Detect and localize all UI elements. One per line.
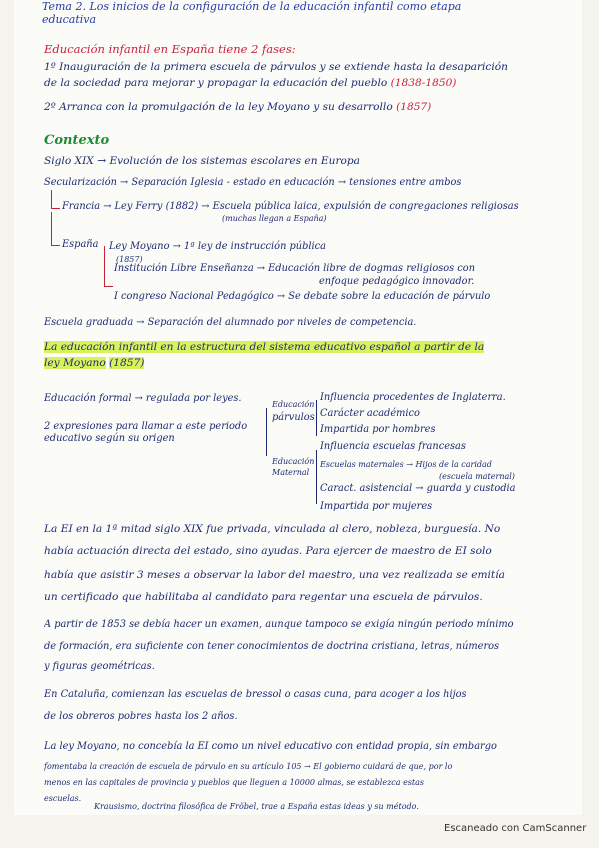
paragraph-4-line-3: menos en las capitales de provincia y pueblos que lleguen a 10000 almas, se establezca estas [44, 778, 424, 787]
contexto-heading: Contexto [44, 134, 110, 148]
phase-2-line [44, 100, 431, 114]
maternal-label-2: Maternal [272, 468, 310, 477]
estructura-heading-text: La educación infantil en la estructura del sistema educativo español a partir de la [44, 341, 485, 353]
maternal-item-4: Impartida por mujeres [320, 501, 433, 512]
congreso-line: I congreso Nacional Pedagógico → Se debate sobre la educación de párvulo [114, 291, 491, 302]
parvulos-label-1: Educación [272, 400, 315, 409]
page-title-continued: educativa [42, 13, 97, 26]
francia-year: (1882) [165, 201, 199, 212]
parvulos-label-2: párvulos [272, 412, 315, 423]
phase-1-years: (1838-1850) [390, 77, 457, 89]
intro-heading: Educación infantil en España tiene 2 fases: [44, 42, 296, 56]
estructura-heading-year: (1857) [109, 357, 145, 369]
expresiones-bracket [266, 408, 267, 456]
escuela-graduada-line: Escuela graduada → Separación del alumnado por niveles de competencia. [44, 317, 417, 328]
paragraph-4-line-5: Krausismo, doctrina filosófica de Fröbel, trae a España estas ideas y su método. [94, 802, 419, 811]
parvulos-item-3: Impartida por hombres [320, 424, 436, 435]
paragraph-4-line-4: escuelas. [44, 794, 82, 803]
francia-rest: → Escuela pública laica, expulsión de congregaciones religiosas [201, 201, 519, 212]
siglo-line: Siglo XIX → Evolución de los sistemas escolares en Europa [44, 155, 360, 167]
estructura-heading [44, 340, 484, 354]
ley-moyano-line: Ley Moyano → 1ª ley de instrucción pública [109, 241, 326, 252]
paragraph-2-line-1: A partir de 1853 se debía hacer un examen, aunque tampoco se exigía ningún periodo mínimo [44, 619, 514, 630]
phase-2-text: 2º Arranca con la promulgación de la ley Moyano y su desarrollo [44, 101, 393, 113]
expresiones-line-1: 2 expresiones para llamar a este periodo [44, 421, 248, 432]
scanner-watermark: Escaneado con CamScanner [444, 823, 587, 834]
educacion-formal-line: Educación formal → regulada por leyes. [44, 393, 242, 404]
maternal-item-2: Escuelas maternales → Hijos de la caridad [320, 460, 492, 469]
espana-label: España [62, 239, 99, 250]
france-bracket [51, 190, 60, 209]
paragraph-1-line-3: había que asistir 3 meses a observar la labor del maestro, una vez realizada se emitía [44, 569, 505, 581]
expresiones-line-2: educativo según su origen [44, 433, 175, 444]
estructura-heading-2 [44, 356, 144, 370]
estructura-heading-text-2: ley Moyano [44, 357, 106, 369]
paragraph-1-line-2: había actuación directa del estado, sino ayudas. Para ejercer de maestro de EI solo [44, 545, 492, 557]
page-title: Tema 2. Los inicios de la configuración de la educación infantil como etapa [42, 0, 462, 13]
parvulos-item-2: Carácter académico [320, 408, 420, 419]
phase-1-line-1: 1º Inauguración de la primera escuela de párvulos y se extiende hasta la desaparición [44, 61, 508, 73]
paragraph-4-line-2: fomentaba la creación de escuela de párvulo en su artículo 105 → El gobierno cuidará de que, por lo [44, 762, 453, 771]
paragraph-2-line-3: y figuras geométricas. [44, 661, 155, 672]
notebook-page [14, 0, 582, 815]
maternal-label-1: Educación [272, 457, 315, 466]
paragraph-1-line-4: un certificado que habilitaba al candidato para regentar una escuela de párvulos. [44, 591, 483, 603]
parvulos-item-1: Influencia procedentes de Inglaterra. [320, 392, 506, 403]
phase-1-line-2 [44, 76, 456, 90]
paragraph-1-line-1: La EI en la 1ª mitad siglo XIX fue privada, vinculada al clero, nobleza, burguesía. No [44, 523, 501, 535]
secularizacion-line: Secularización → Separación Iglesia - estado en educación → tensiones entre ambos [44, 177, 462, 188]
francia-note: (muchas llegan a España) [222, 214, 327, 223]
paragraph-3-line-2: de los obreros pobres hasta los 2 años. [44, 711, 238, 722]
maternal-item-3: Caract. asistencial → guarda y custodia [320, 483, 516, 494]
phase-2-year: (1857) [396, 101, 432, 113]
spain-bracket [51, 212, 60, 246]
paragraph-3-line-1: En Cataluña, comienzan las escuelas de bressol o casas cuna, para acoger a los hijos [44, 689, 467, 700]
maternal-item-1: Influencia escuelas francesas [320, 441, 466, 452]
francia-text: Francia → Ley Ferry [62, 201, 163, 212]
institucion-line-2: enfoque pedagógico innovador. [319, 276, 475, 287]
phase-1-text: de la sociedad para mejorar y propagar la educación del pueblo [44, 77, 388, 89]
maternal-note: (escuela maternal) [439, 472, 515, 481]
institucion-line: Institución Libre Enseñanza → Educación libre de dogmas religiosos con [114, 263, 476, 274]
maternal-bracket [316, 450, 317, 504]
paragraph-2-line-2: de formación, era suficiente con tener conocimientos de doctrina cristiana, letras, números [44, 641, 500, 652]
parvulos-bracket [316, 400, 317, 436]
ley-moyano-year: (1857) [116, 255, 143, 264]
paragraph-4-line-1: La ley Moyano, no concebía la EI como un nivel educativo con entidad propia, sin embargo [44, 741, 497, 752]
